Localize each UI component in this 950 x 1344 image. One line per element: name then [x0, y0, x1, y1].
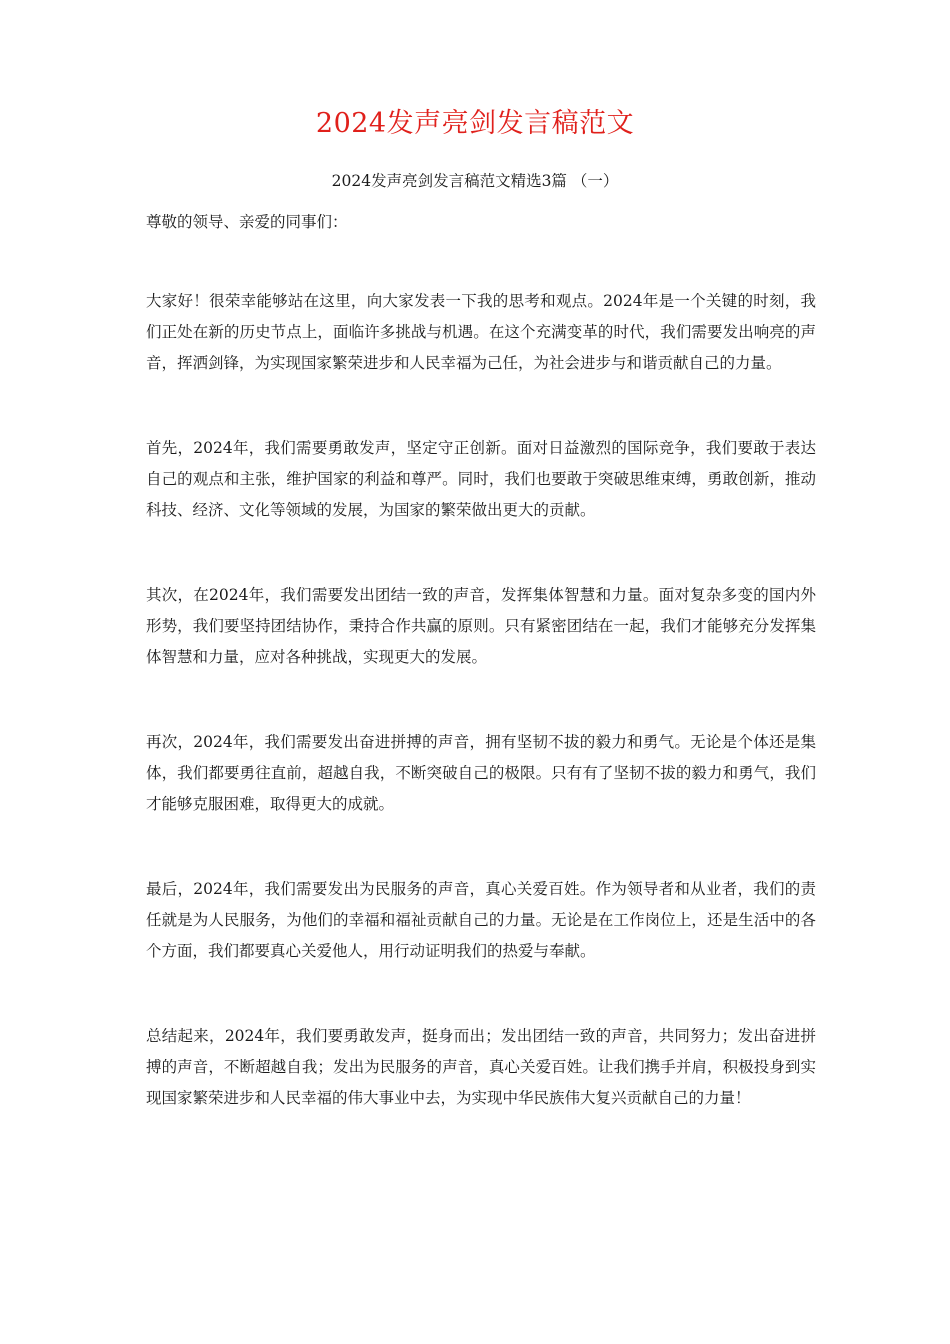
document-title: 2024发声亮剑发言稿范文	[315, 108, 635, 139]
salutation: 尊敬的领导、亲爱的同事们：	[146, 213, 348, 231]
paragraph-second: 其次，在2024年，我们需要发出团结一致的声音，发挥集体智慧和力量。面对复杂多变的国内外形势，我们要坚持团结协作，秉持合作共赢的原则。只有紧密团结在一起，我们才能够充分发挥集体智慧和力量，应对各种挑战，实现更大的发展。	[146, 586, 816, 666]
paragraph-first: 首先，2024年，我们需要勇敢发声，坚定守正创新。面对日益激烈的国际竞争，我们要敢于表达自己的观点和主张，维护国家的利益和尊严。同时，我们也要敢于突破思维束缚，勇敢创新，推动科技、经济、文化等领域的发展，为国家的繁荣做出更大的贡献。	[146, 439, 816, 519]
paragraph-third: 再次，2024年，我们需要发出奋进拼搏的声音，拥有坚韧不拔的毅力和勇气。无论是个体还是集体，我们都要勇往直前，超越自我，不断突破自己的极限。只有有了坚韧不拔的毅力和勇气，我们才能够克服困难，取得更大的成就。	[146, 733, 816, 813]
document-subtitle: 2024发声亮剑发言稿范文精选3篇 （一）	[331, 172, 619, 190]
paragraph-conclusion: 总结起来，2024年，我们要勇敢发声，挺身而出；发出团结一致的声音，共同努力；发出奋进拼搏的声音，不断超越自我；发出为民服务的声音，真心关爱百姓。让我们携手并肩，积极投身到实现国家繁荣进步和人民幸福的伟大事业中去，为实现中华民族伟大复兴贡献自己的力量！	[146, 1027, 816, 1107]
paragraph-fourth: 最后，2024年，我们需要发出为民服务的声音，真心关爱百姓。作为领导者和从业者，我们的责任就是为人民服务，为他们的幸福和福祉贡献自己的力量。无论是在工作岗位上，还是生活中的各个方面，我们都要真心关爱他人，用行动证明我们的热爱与奉献。	[146, 880, 816, 960]
document-body	[146, 206, 816, 1114]
paragraph-intro: 大家好！很荣幸能够站在这里，向大家发表一下我的思考和观点。2024年是一个关键的时刻，我们正处在新的历史节点上，面临许多挑战与机遇。在这个充满变革的时代，我们需要发出响亮的声音，挥洒剑锋，为实现国家繁荣进步和人民幸福为己任，为社会进步与和谐贡献自己的力量。	[146, 292, 816, 372]
